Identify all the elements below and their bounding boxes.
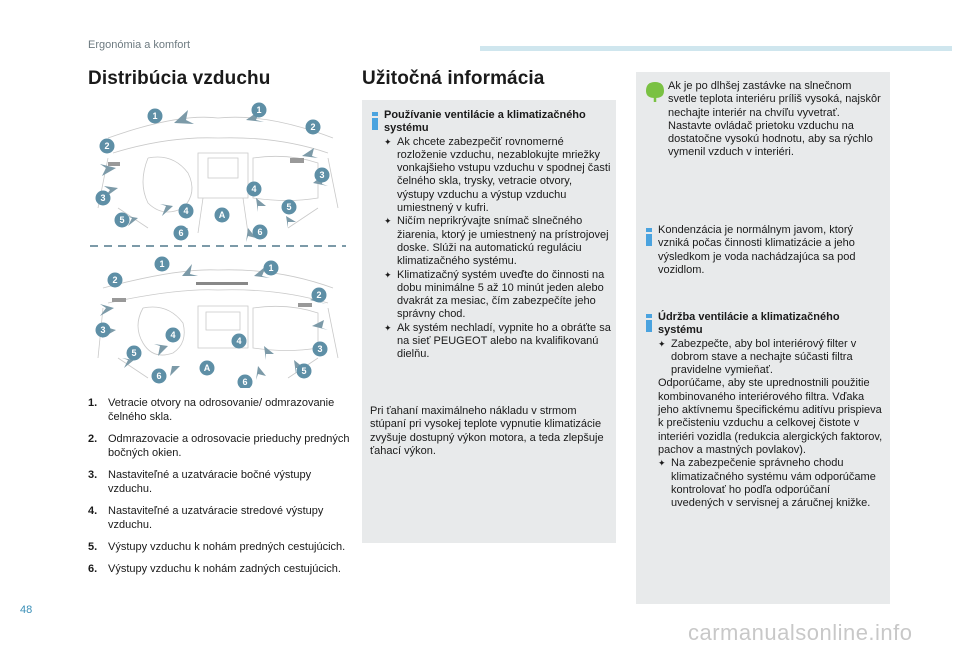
legend-text: Výstupy vzduchu k nohám zadných cestujúcich. [108, 563, 341, 575]
towing-note: Pri ťahaní maximálneho nákladu v strmom stúpaní pri vysokej teplote vypnutie klimatizácie zvyšuje dostupný výkon motora, a teda zlepšuje ťahací výkon. [370, 405, 604, 457]
bullet-item: ✦ Ak systém nechladí, vypnite ho a obráťte sa na sieť PEUGEOT alebo na kvalifikovanú dielňu. [384, 321, 611, 361]
bullet-item: ✦ Klimatizačný systém uveďte do činnosti na dobu minimálne 5 až 10 minút jeden alebo dvakrát za mesiac, čím zabezpečíte jeho správny chod. [384, 268, 605, 321]
airflow-arrows-lower [100, 264, 328, 380]
badges-upper [96, 103, 330, 241]
box-heading: Údržba ventilácie a klimatizačného systému [658, 311, 840, 337]
legend-text: Nastaviteľné a uzatváracie bočné výstupy vzduchu. [108, 469, 312, 495]
svg-text:2: 2 [316, 290, 322, 300]
condensation-text: Kondenzácia je normálnym javom, ktorý vzniká počas činnosti klimatizácie a jeho výsledkom je voda nachádzajúca sa pod vozidlom. [658, 224, 856, 276]
eco-leaf-icon [644, 80, 666, 102]
legend-text: Nastaviteľné a uzatváracie stredové výstupy vzduchu. [108, 505, 324, 531]
ventilation-use-box [362, 100, 616, 543]
svg-text:2: 2 [112, 275, 118, 285]
bullet-item: ✦ Na zabezpečenie správneho chodu klimatizačného systému vám odporúčame kontrolovať ho podľa odporúčaní uvedených v servisnej a záručnej knižke. [658, 457, 876, 510]
info-icon [646, 314, 652, 332]
airflow-arrows-upper [100, 110, 328, 242]
info-icon [646, 228, 652, 246]
svg-text:6: 6 [257, 227, 263, 237]
svg-text:1: 1 [152, 111, 158, 121]
maintenance-box [636, 302, 890, 604]
bullet-item: ✦ Ak chcete zabezpečiť rovnomerné rozloženie vzduchu, nezablokujte mriežky vonkajšieho vstupu vzduchu v spodnej časti čelného skla, trysky, vetracie otvory, výstupy vzduchu a výstup vzduchu umiestnený v kufri. [384, 135, 611, 215]
legend-item: 1. Vetracie otvory na odrosovanie/ odmrazovanie čelného skla. [88, 396, 350, 424]
eco-text-2: Nastavte ovládač prietoku vzduchu na dostatočne vysokú hodnotu, aby sa rýchlo vymenil vzduch v interiéri. [668, 119, 873, 159]
svg-text:4: 4 [183, 206, 189, 216]
svg-text:3: 3 [100, 325, 106, 335]
legend-item: 4. Nastaviteľné a uzatváracie stredové výstupy vzduchu. [88, 504, 350, 532]
condensation-box [636, 216, 890, 304]
side-vent-left [108, 162, 120, 166]
side-vent-right [290, 158, 304, 163]
info-icon [372, 112, 378, 130]
svg-text:6: 6 [242, 377, 248, 387]
svg-text:A: A [218, 210, 226, 220]
svg-text:5: 5 [301, 366, 307, 376]
svg-text:2: 2 [310, 122, 316, 132]
svg-text:1: 1 [256, 105, 262, 115]
page-number: 48 [20, 604, 33, 616]
bullet-item: ✦ Ničím neprikrývajte snímač slnečného žiarenia, ktorý je umiestnený na prístrojovej doske. Slúži na automatickú reguláciu klimatizačného systému. [384, 215, 609, 268]
svg-text:6: 6 [156, 371, 162, 381]
legend-text: Vetracie otvory na odrosovanie/ odmrazovanie čelného skla. [108, 397, 335, 423]
legend-item: 6. Výstupy vzduchu k nohám zadných cestujúcich. [88, 563, 341, 575]
svg-text:3: 3 [100, 193, 106, 203]
bullet-item: ✦ Zabezpečte, aby bol interiérový filter v dobrom stave a nechajte súčasti filtra pravidelne vymieňať. [658, 337, 857, 377]
svg-text:3: 3 [317, 344, 323, 354]
header-bar [480, 46, 952, 51]
air-distribution-title: Distribúcia vzduchu [88, 68, 271, 89]
eco-tip-box [636, 72, 890, 219]
legend-list [88, 396, 350, 584]
svg-text:4: 4 [170, 330, 176, 340]
legend-item: 2. Odmrazovacie a odrosovacie prieduchy predných bočných okien. [88, 433, 350, 459]
dashboard-sketch-lower [98, 270, 338, 378]
legend-item: 3. Nastaviteľné a uzatváracie bočné výstupy vzduchu. [88, 468, 350, 496]
svg-text:1: 1 [268, 263, 274, 273]
useful-info-title: Užitočná informácia [362, 68, 545, 89]
svg-text:5: 5 [286, 202, 292, 212]
svg-text:2: 2 [104, 141, 110, 151]
svg-text:3: 3 [319, 170, 325, 180]
box-heading: Používanie ventilácie a klimatizačného systému [384, 109, 586, 135]
svg-text:5: 5 [119, 215, 125, 225]
eco-text-1: Ak je po dlhšej zastávke na slnečnom svetle teplota interiéru príliš vysoká, najskôr nechajte interiér na chvíľu vyvetrať. [668, 80, 881, 119]
air-distribution-diagram [88, 98, 348, 388]
filter-paragraph: Odporúčame, aby ste uprednostnili použitie kombinovaného interiérového filtra. Vďaka jeho aktívnemu špecifickému aditívu prispieva k prečisteniu vzduchu a celkovej čistote v interiéri vozidla (redukcia alergických faktorov, pachov a mastných povlakov). [658, 377, 883, 456]
svg-text:4: 4 [236, 336, 242, 346]
legend-item: 5. Výstupy vzduchu k nohám predných cestujúcich. [88, 541, 346, 553]
section-header: Ergonómia a komfort [88, 39, 191, 51]
svg-text:6: 6 [178, 228, 184, 238]
windshield-vent [196, 282, 248, 285]
legend-text: Odmrazovacie a odrosovacie prieduchy predných bočných okien. [108, 433, 350, 459]
svg-text:4: 4 [251, 184, 257, 194]
svg-text:5: 5 [131, 348, 137, 358]
legend-text: Výstupy vzduchu k nohám predných cestujúcich. [108, 541, 346, 553]
watermark: carmanualsonline.info [688, 620, 913, 645]
svg-text:1: 1 [159, 259, 165, 269]
svg-text:A: A [203, 363, 211, 373]
